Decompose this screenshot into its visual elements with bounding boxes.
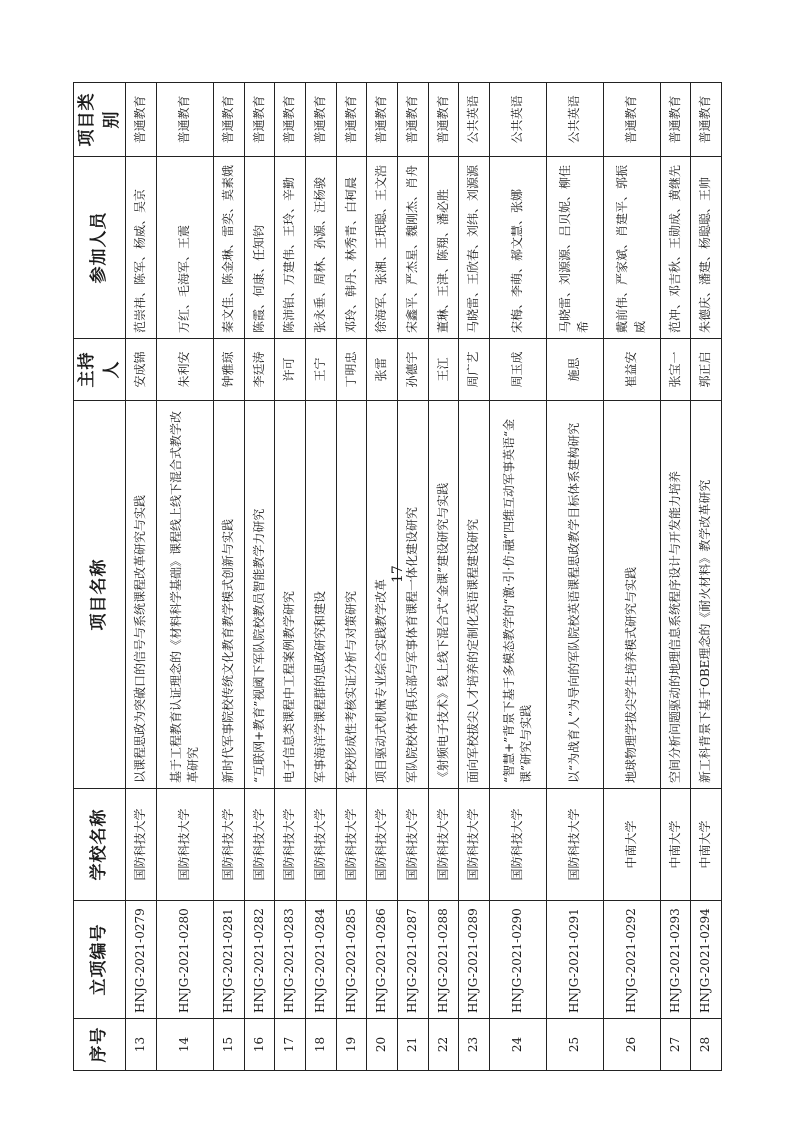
row-school: 国防科技大学 <box>367 789 398 901</box>
table-row <box>660 83 691 1071</box>
row-host: 许可 <box>275 339 306 401</box>
row-school: 中南大学 <box>691 789 722 901</box>
table-row <box>213 83 244 1071</box>
row-host: 王宁 <box>305 339 336 401</box>
table-body <box>126 83 722 1071</box>
row-category: 普通教育 <box>397 83 428 157</box>
row-project-id: HNJG-2021-0291 <box>546 901 603 1019</box>
row-school: 国防科技大学 <box>459 789 490 901</box>
row-project-name: 项目驱动式机械专业综合实践教学改革 <box>367 401 398 789</box>
row-project-id: HNJG-2021-0293 <box>660 901 691 1019</box>
row-host: 郭正启 <box>691 339 722 401</box>
row-project-id: HNJG-2021-0294 <box>691 901 722 1019</box>
row-seq: 17 <box>275 1019 306 1071</box>
row-category: 普通教育 <box>691 83 722 157</box>
table-row <box>459 83 490 1071</box>
row-project-name: 军队院校体育俱乐部与军事体育课程一体化建设研究 <box>397 401 428 789</box>
row-category: 普通教育 <box>275 83 306 157</box>
row-participants: 秦文佳、陈金琳、雷奕、莫素娥 <box>213 157 244 339</box>
row-seq: 28 <box>691 1019 722 1071</box>
row-school: 国防科技大学 <box>397 789 428 901</box>
row-participants: 陈沛铂、万建伟、王玲、辛勤 <box>275 157 306 339</box>
row-school: 国防科技大学 <box>126 789 157 901</box>
row-school: 国防科技大学 <box>244 789 275 901</box>
row-participants: 陈霞、何康、任知钧 <box>244 157 275 339</box>
row-participants: 范崇祎、陈军、杨威、吴京 <box>126 157 157 339</box>
row-host: 安成锦 <box>126 339 157 401</box>
row-seq: 16 <box>244 1019 275 1071</box>
row-project-name: “互联网+教育”视阈下军队院校教员智能教学力研究 <box>244 401 275 789</box>
header-school: 学校名称 <box>74 789 126 901</box>
header-row <box>74 83 126 1071</box>
row-host: 钟雅琼 <box>213 339 244 401</box>
row-participants: 范冲、邓吉秋、王勋成、黄继先 <box>660 157 691 339</box>
table-row <box>156 83 213 1071</box>
row-project-name: 基于工程教育认证理念的《材料科学基础》课程线上线下混合式教学改革研究 <box>156 401 213 789</box>
row-school: 国防科技大学 <box>275 789 306 901</box>
row-project-id: HNJG-2021-0281 <box>213 901 244 1019</box>
row-participants: 朱德庆、潘建、杨聪聪、王帅 <box>691 157 722 339</box>
row-category: 普通教育 <box>126 83 157 157</box>
table-row <box>305 83 336 1071</box>
row-host: 周广艺 <box>459 339 490 401</box>
row-project-name: 以课程思政为突破口的信号与系统课程改革研究与实践 <box>126 401 157 789</box>
row-project-id: HNJG-2021-0279 <box>126 901 157 1019</box>
row-project-id: HNJG-2021-0289 <box>459 901 490 1019</box>
row-category: 普通教育 <box>305 83 336 157</box>
row-seq: 13 <box>126 1019 157 1071</box>
row-project-id: HNJG-2021-0288 <box>428 901 459 1019</box>
row-host: 丁明忠 <box>336 339 367 401</box>
row-seq: 20 <box>367 1019 398 1071</box>
table-row <box>490 83 547 1071</box>
row-host: 周玉成 <box>490 339 547 401</box>
table-row <box>691 83 722 1071</box>
row-project-name: “智慧+”背景下基于多模态教学的“激·引·仿·融”四维互动军事英语“金课”研究与实践 <box>490 401 547 789</box>
row-seq: 15 <box>213 1019 244 1071</box>
row-school: 国防科技大学 <box>428 789 459 901</box>
row-seq: 24 <box>490 1019 547 1071</box>
row-category: 公共英语 <box>490 83 547 157</box>
row-project-id: HNJG-2021-0286 <box>367 901 398 1019</box>
row-school: 中南大学 <box>660 789 691 901</box>
row-category: 普通教育 <box>213 83 244 157</box>
row-category: 普通教育 <box>660 83 691 157</box>
row-project-name: 《射频电子技术》线上线下混合式“金课”建设研究与实践 <box>428 401 459 789</box>
row-project-id: HNJG-2021-0280 <box>156 901 213 1019</box>
row-school: 国防科技大学 <box>213 789 244 901</box>
row-participants: 万红、毛海军、王震 <box>156 157 213 339</box>
row-host: 朱利安 <box>156 339 213 401</box>
header-project-name: 项目名称 <box>74 401 126 789</box>
row-host: 李廷涛 <box>244 339 275 401</box>
row-category: 普通教育 <box>428 83 459 157</box>
header-category: 项目类别 <box>74 83 126 157</box>
row-school: 国防科技大学 <box>546 789 603 901</box>
row-school: 国防科技大学 <box>336 789 367 901</box>
row-host: 施思 <box>546 339 603 401</box>
row-seq: 25 <box>546 1019 603 1071</box>
row-seq: 22 <box>428 1019 459 1071</box>
row-category: 公共英语 <box>546 83 603 157</box>
page-number: 17 <box>390 565 406 583</box>
table-row <box>428 83 459 1071</box>
row-category: 普通教育 <box>156 83 213 157</box>
row-participants: 徐海军、张湘、王珉聪、王文浩 <box>367 157 398 339</box>
row-seq: 18 <box>305 1019 336 1071</box>
row-project-id: HNJG-2021-0284 <box>305 901 336 1019</box>
row-participants: 宋梅、李萌、郝文慧、张娜 <box>490 157 547 339</box>
row-project-id: HNJG-2021-0285 <box>336 901 367 1019</box>
row-project-name: 空间分析问题驱动的地理信息系统程序设计与开发能力培养 <box>660 401 691 789</box>
row-host: 张宝一 <box>660 339 691 401</box>
row-seq: 27 <box>660 1019 691 1071</box>
header-seq: 序号 <box>74 1019 126 1071</box>
row-seq: 21 <box>397 1019 428 1071</box>
row-project-id: HNJG-2021-0290 <box>490 901 547 1019</box>
row-project-id: HNJG-2021-0282 <box>244 901 275 1019</box>
row-school: 中南大学 <box>603 789 660 901</box>
row-host: 崔益安 <box>603 339 660 401</box>
table-row <box>275 83 306 1071</box>
row-project-name: 面向军校拔尖人才培养的定制化英语课程建设研究 <box>459 401 490 789</box>
row-seq: 23 <box>459 1019 490 1071</box>
row-project-name: 地球物理学拔尖学生培养模式研究与实践 <box>603 401 660 789</box>
row-category: 普通教育 <box>244 83 275 157</box>
row-project-name: 新时代军事院校传统文化教育教学模式创新与实践 <box>213 401 244 789</box>
table-row <box>603 83 660 1071</box>
row-participants: 戴前伟、严家斌、肖建平、郭振威 <box>603 157 660 339</box>
row-project-name: 电子信息类课程中工程案例教学研究 <box>275 401 306 789</box>
row-seq: 26 <box>603 1019 660 1071</box>
header-project-id: 立项编号 <box>74 901 126 1019</box>
row-participants: 张永垂、周林、孙源、汪杨骏 <box>305 157 336 339</box>
row-school: 国防科技大学 <box>305 789 336 901</box>
row-project-name: 军事海洋学课程群的思政研究和建设 <box>305 401 336 789</box>
row-project-name: 新工科背景下基于OBE理念的《耐火材料》教学改革研究 <box>691 401 722 789</box>
row-host: 张雷 <box>367 339 398 401</box>
row-participants: 马晓雷、王欣春、刘纬、刘源源 <box>459 157 490 339</box>
row-project-id: HNJG-2021-0287 <box>397 901 428 1019</box>
row-category: 公共英语 <box>459 83 490 157</box>
row-category: 普通教育 <box>336 83 367 157</box>
row-seq: 19 <box>336 1019 367 1071</box>
table-row <box>336 83 367 1071</box>
row-participants: 宋鑫平、严杰星、魏刚杰、肖舟 <box>397 157 428 339</box>
row-project-id: HNJG-2021-0283 <box>275 901 306 1019</box>
row-school: 国防科技大学 <box>156 789 213 901</box>
header-participants: 参加人员 <box>74 157 126 339</box>
row-category: 普通教育 <box>603 83 660 157</box>
header-host: 主持人 <box>74 339 126 401</box>
row-host: 孙德宇 <box>397 339 428 401</box>
row-participants: 邓玲、韩丹、林秀青、白柯晨 <box>336 157 367 339</box>
row-participants: 马晓雷、刘源源、吕贝妮、柳佳希 <box>546 157 603 339</box>
row-school: 国防科技大学 <box>490 789 547 901</box>
row-host: 王江 <box>428 339 459 401</box>
row-category: 普通教育 <box>367 83 398 157</box>
row-project-name: 军校形成性考核实证分析与对策研究 <box>336 401 367 789</box>
row-project-name: 以“为战育人”为导向的军队院校英语课程思政教学目标体系建构研究 <box>546 401 603 789</box>
table-row <box>244 83 275 1071</box>
row-project-id: HNJG-2021-0292 <box>603 901 660 1019</box>
row-seq: 14 <box>156 1019 213 1071</box>
row-participants: 董琳、王津、陈翔、潘必胜 <box>428 157 459 339</box>
table-row <box>126 83 157 1071</box>
table-row <box>546 83 603 1071</box>
